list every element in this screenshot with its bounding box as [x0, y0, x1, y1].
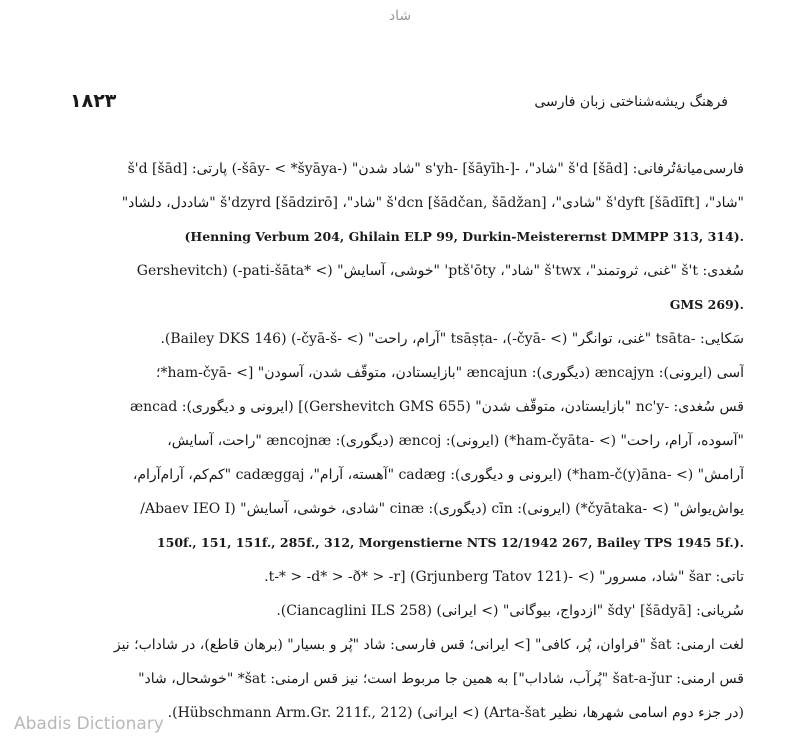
entry-line: قس سُغدی: -nc'y "بازایستادن، متوقّف شدن" (Gershevitch GMS 655)] (ایرونی و دیگوری): æncad: [129, 399, 744, 415]
entry-line: فارسی‌میانهٔ‌تُرفانی: š'd [šād] "شاد"، -s'yh- [šāyīh-] "شاد شدن" (-šāy- < *šyāya-) پارتی: š'd [šād]: [127, 161, 744, 177]
entry-line: سَکایی: -tsāta "غنی، توانگر" (> -čyā-)، -tsāṣṭa "آرام، راحت" (> -čyā-š-) (Bailey DKS 146).: [160, 331, 744, 347]
watermark: Abadis Dictionary: [14, 714, 164, 734]
entry-line: قس ارمنی: šat-a-ǰur "پُرآب، شاداب"] به همین جا مربوط است؛ نیز قس ارمنی: šat* "خوشحال، شاد": [138, 671, 744, 687]
entry-line: GMS 269).: [669, 297, 744, 312]
entry-line: (در جزء دوم اسامی شهرها، نظیر Arta-šat) (> ایرانی) (Hübschmann Arm.Gr. 211f., 212).: [167, 705, 744, 721]
page-number: ۱۸۲۳: [70, 90, 117, 112]
entry-line: آسی (ایرونی): æncajyn (دیگوری): æncajun "بازایستادن، متوقّف شدن، آسودن" [> -ham-čyā*؛: [156, 365, 744, 381]
entry-line: تاتی: šar "شاد، مسرور" (> -t-* > -d* > -ð* > -r] (Grjunberg Tatov 121).: [264, 569, 744, 585]
book-title: فرهنگ ریشه‌شناختی زبان فارسی: [534, 94, 728, 110]
entry-line: 150f., 151, 151f., 285f., 312, Morgenstierne NTS 12/1942 267, Bailey TPS 1945 5f.).: [156, 535, 744, 550]
dictionary-entry-body: [58, 152, 744, 730]
entry-line: لغت ارمنی: šat "فراوان، پُر، کافی" [> ایرانی؛ قس فارسی: شاد "پُر و بسیار" (برهان قاطع)، در شاداب؛ نیز: [113, 637, 744, 653]
entry-line: سُغدی: š't "غنی، ثروتمند"، š'twx "شاد"، ptš'ōty' "خوشی، آسایش" (> *pati-šāta-) (Gershevitch: [136, 263, 744, 279]
entry-line: آرامش" (> -ham-č(y)āna*) (ایرونی و دیگوری): cadæg "آهسته، آرام"، cadæggaj "کم‌کم، آرام‌آرام،: [132, 467, 744, 483]
entry-line: سُریانی: šdy' [šādyā] "ازدواج، بیوگانی" (> ایرانی) (Ciancaglini ILS 258).: [276, 603, 744, 619]
top-title: شاد: [388, 8, 412, 24]
entry-line: "آسوده، آرام، راحت" (> -ham-čyāta*) (ایرونی): æncoj (دیگوری): æncojnæ "راحت، آسایش،: [167, 433, 744, 449]
entry-line: (Henning Verbum 204, Ghilain ELP 99, Durkin-Meisterernst DMMPP 313, 314).: [184, 229, 744, 244]
entry-line: "شاد"، š'dyft [šādīft] "شادی"، š'dcn [šādčan, šādžan] "شاد"، š'dzyrd [šādzirō] "شاددل، دلشاد": [121, 195, 744, 211]
entry-line: یواش‌یواش" (> -čyātaka*) (ایرونی): cīn (دیگوری): cinæ "شادی، خوشی، آسایش" (Abaev IEO I/: [140, 501, 744, 517]
